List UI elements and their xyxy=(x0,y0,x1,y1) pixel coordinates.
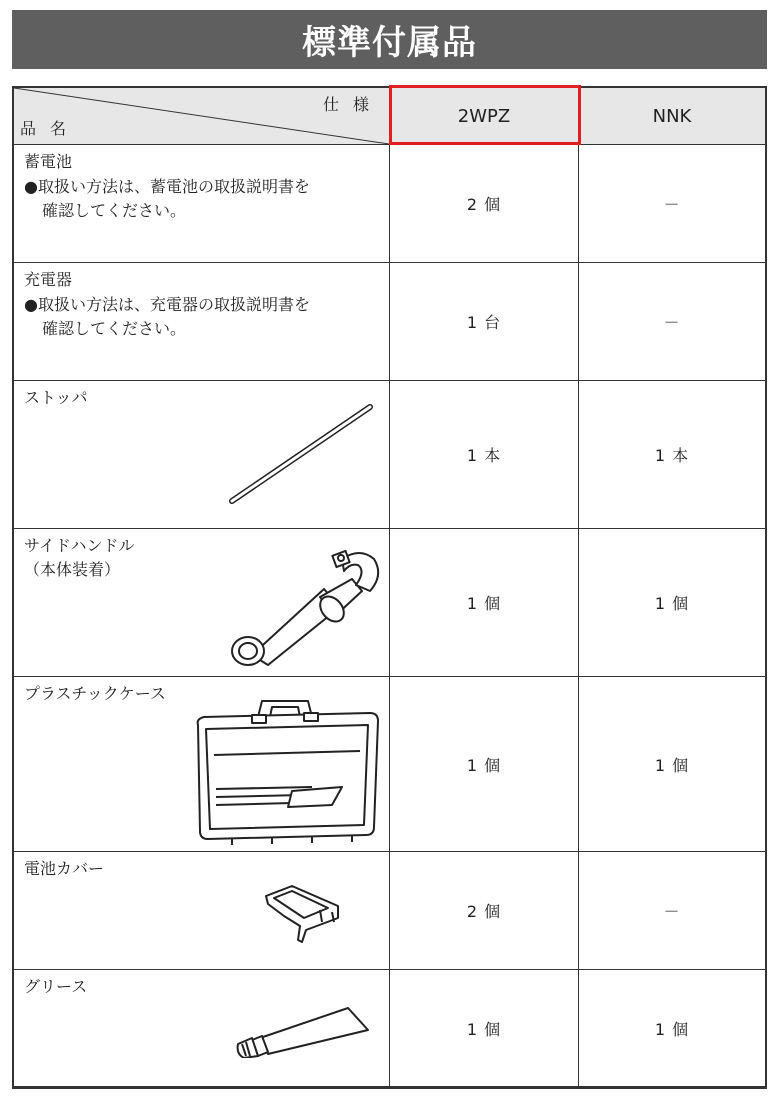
qty-nnk xyxy=(579,263,765,380)
qty-nnk xyxy=(579,970,765,1086)
note-line: ●取扱い方法は、充電器の取扱説明書を xyxy=(24,295,310,314)
note-line: 確認してください。 xyxy=(42,201,187,220)
battery-cover-icon xyxy=(262,882,347,944)
item-note xyxy=(24,293,310,341)
qty-value: 1 個 xyxy=(654,594,690,613)
qty-value: 1 本 xyxy=(654,446,690,465)
item-note xyxy=(24,175,310,223)
grease-tube-icon xyxy=(232,1000,377,1058)
item-cell xyxy=(14,970,390,1086)
item-cell xyxy=(14,263,390,380)
qty-2wpz xyxy=(390,677,579,851)
accessories-table xyxy=(12,86,767,1089)
qty-value: 1 台 xyxy=(466,313,502,332)
page-title: 標準付属品 xyxy=(302,23,477,63)
item-sub: （本体装着） xyxy=(24,560,121,579)
qty-nnk xyxy=(579,145,765,262)
qty-nnk xyxy=(579,381,765,528)
header-2wpz: 2WPZ xyxy=(390,88,579,144)
plastic-case-icon xyxy=(192,695,384,847)
qty-nnk xyxy=(579,852,765,969)
table-row xyxy=(14,145,765,263)
table-row xyxy=(14,677,765,852)
qty-value: － xyxy=(663,902,681,921)
note-line: 確認してください。 xyxy=(42,319,187,338)
item-name: 電池カバー xyxy=(24,859,105,878)
qty-value: 2 個 xyxy=(466,195,502,214)
qty-value: 1 個 xyxy=(654,1019,690,1039)
qty-value: 1 個 xyxy=(654,755,690,775)
qty-2wpz xyxy=(390,263,579,380)
item-cell xyxy=(14,677,390,851)
item-name: グリース xyxy=(24,977,88,996)
table-header xyxy=(14,88,765,145)
table-row xyxy=(14,381,765,529)
item-name: ストッパ xyxy=(24,388,88,407)
qty-2wpz xyxy=(390,852,579,969)
stopper-rod-icon xyxy=(224,399,379,509)
table-row xyxy=(14,970,765,1087)
item-cell xyxy=(14,529,390,676)
side-handle-icon xyxy=(224,539,384,674)
qty-nnk xyxy=(579,529,765,676)
header-nnk: NNK xyxy=(579,88,765,144)
item-cell xyxy=(14,381,390,528)
qty-value: 1 個 xyxy=(466,594,502,613)
item-name: 充電器 xyxy=(24,270,73,289)
qty-nnk xyxy=(579,677,765,851)
header-corner-cell xyxy=(14,88,390,144)
qty-2wpz xyxy=(390,381,579,528)
qty-value: － xyxy=(663,313,681,332)
item-cell xyxy=(14,852,390,969)
qty-2wpz xyxy=(390,529,579,676)
qty-value: － xyxy=(663,195,681,214)
table-row xyxy=(14,263,765,381)
note-line: ●取扱い方法は、蓄電池の取扱説明書を xyxy=(24,177,310,196)
title-bar xyxy=(12,10,767,69)
qty-value: 1 本 xyxy=(466,446,502,465)
qty-2wpz xyxy=(390,145,579,262)
table-row xyxy=(14,852,765,970)
name-label: 品名 xyxy=(20,119,81,138)
item-name: プラスチックケース xyxy=(24,684,166,703)
item-name: サイドハンドル xyxy=(24,536,135,555)
qty-value: 2 個 xyxy=(466,902,502,921)
spec-label: 仕様 xyxy=(322,95,383,114)
item-cell xyxy=(14,145,390,262)
item-name: 蓄電池 xyxy=(24,152,73,171)
qty-value: 1 個 xyxy=(466,755,502,775)
table-row xyxy=(14,529,765,677)
qty-2wpz xyxy=(390,970,579,1086)
qty-value: 1 個 xyxy=(466,1019,502,1039)
